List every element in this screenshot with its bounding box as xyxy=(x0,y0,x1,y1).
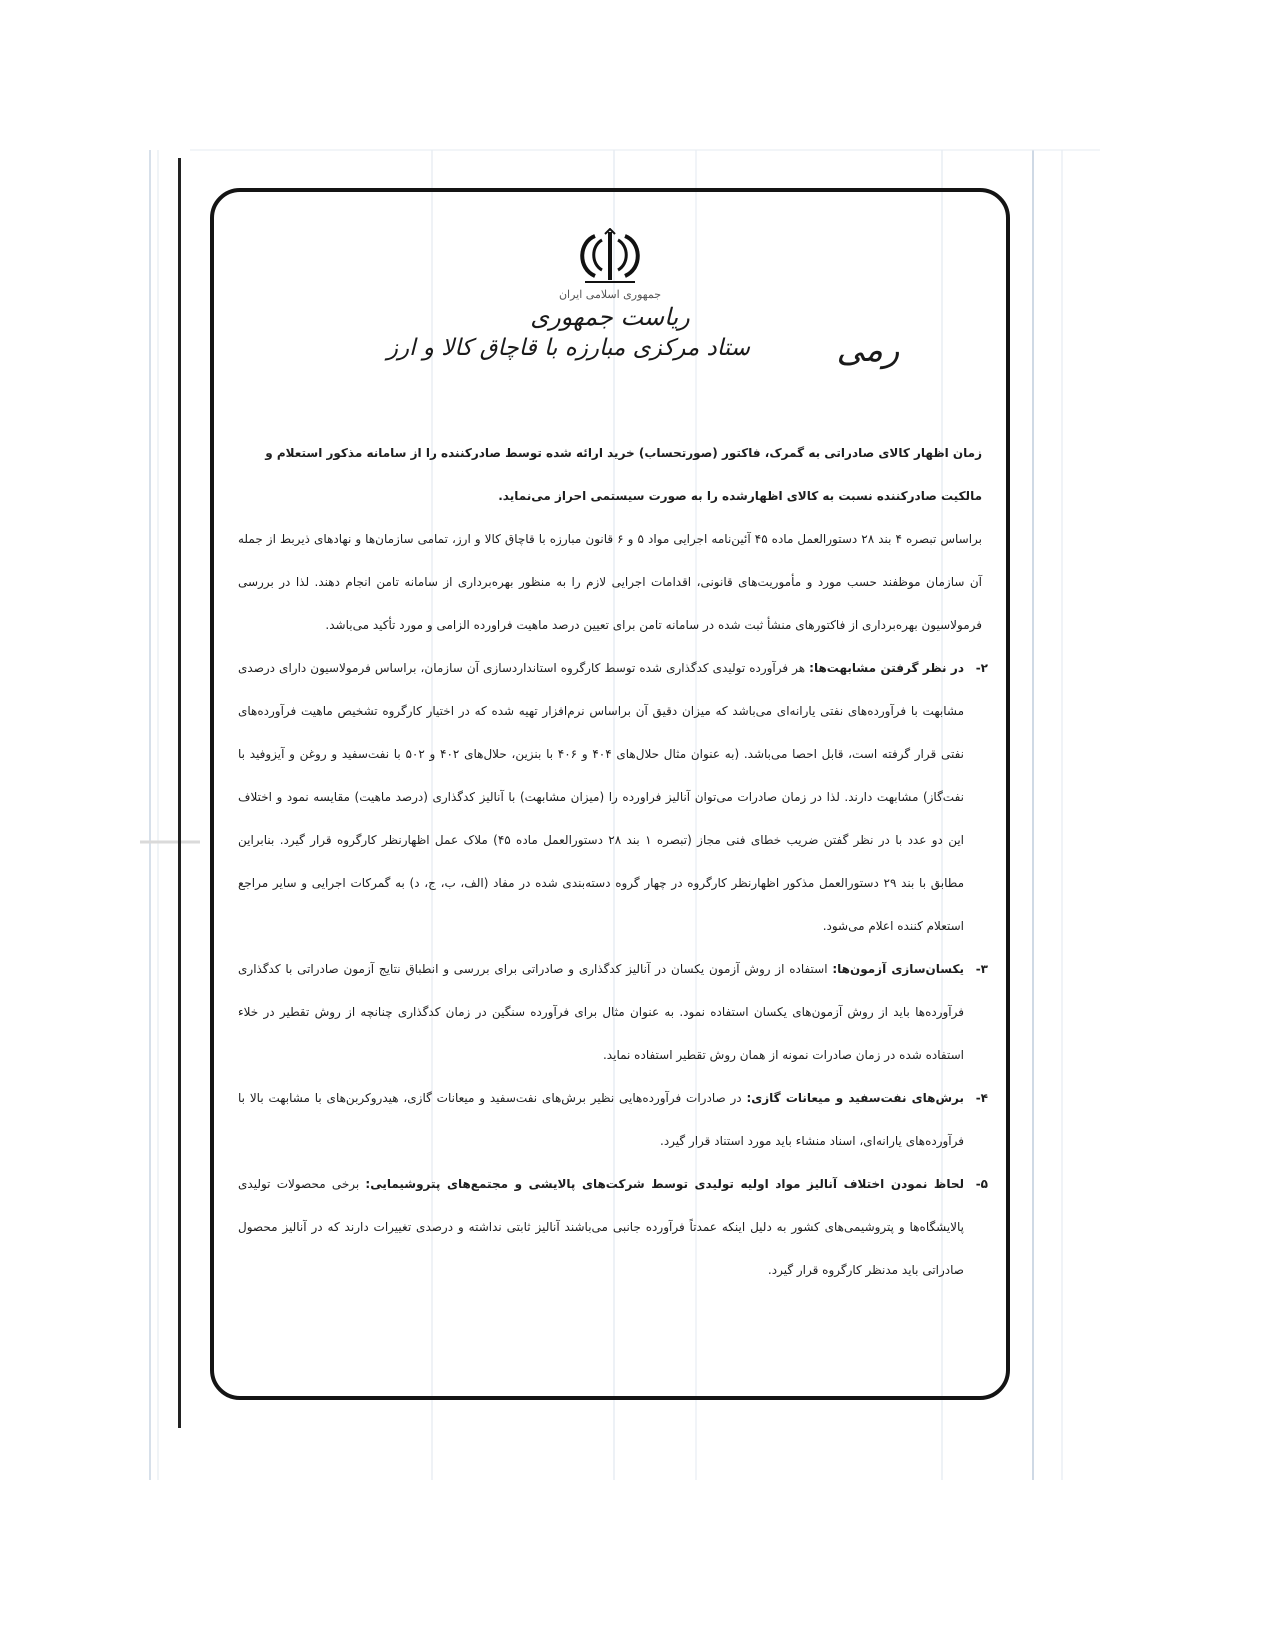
item-number: ۵- xyxy=(975,1177,988,1191)
item-text: هر فرآورده تولیدی کدگذاری شده توسط کارگروه استانداردسازی آن سازمان، براساس فرمولاسیون دارای درصدی مشابهت با فرآورده‌های نفتی یارانه‌ای می‌باشد که میزان دقیق آن براساس نرم‌افزار تهیه شده که در اختیار کارگروه تشخیص ماهیت فرآورده‌های نفتی قرار گرفته است، قابل احصا می‌باشد. (به عنوان مثال حلال‌های ۴۰۴ و ۴۰۶ با بنزین، حلال‌های ۴۰۲ و ۵۰۲ با نفت‌سفید و روغن و آیزوفید با نفت‌گاز) مشابهت دارند. لذا در زمان صادرات می‌توان آنالیز فراورده را (میزان مشابهت) با آنالیز کدگذاری (درصد ماهیت) مقایسه نمود و اختلاف این دو عدد با در نظر گفتن ضریب خطای فنی مجاز (تبصره ۱ بند ۲۸ دستورالعمل ماده ۴۵) ملاک عمل اظهارنظر کارگروه قرار گیرد. بنابراین مطابق با بند ۲۹ دستورالعمل مذکور اظهارنظر کارگروه در چهار گروه دسته‌بندی شده در مفاد (الف، ب، ج، د) به گمرکات اجرایی و سایر مراجع استعلام کننده اعلام می‌شود. xyxy=(238,661,965,933)
classification-mark: رمی xyxy=(836,330,900,370)
list-item xyxy=(238,1077,988,1163)
scan-edge-line xyxy=(178,158,181,1428)
item-number: ۳- xyxy=(975,962,988,976)
presidency-title: ریاست جمهوری xyxy=(530,303,690,331)
document-body xyxy=(238,432,988,1292)
item-text: برخی محصولات تولیدی پالایشگاه‌ها و پتروشیمی‌های کشور به دلیل اینکه عمدتاً فرآورده جانبی می‌باشند آنالیز ثابتی نداشته و درصدی تغییرات دارند که در آنالیز محصول صادراتی باید مدنظر کارگروه قرار گیرد. xyxy=(238,1177,964,1277)
list-item xyxy=(238,948,988,1077)
item-number: ۴- xyxy=(975,1091,988,1105)
headquarters-name: ستاد مرکزی مبارزه با قاچاق کالا و ارز xyxy=(386,335,750,361)
intro-line-1: زمان اظهار کالای صادراتی به گمرک، فاکتور (صورتحساب) خرید ارائه شده توسط صادرکننده را از سامانه مذکور استعلام و xyxy=(265,446,982,460)
letterhead xyxy=(386,228,750,398)
item-text: استفاده از روش آزمون یکسان در آنالیز کدگذاری و صادراتی برای بررسی و انطباق نتایج آزمون صادراتی با کدگذاری فرآورده‌ها باید از روش آزمون‌های یکسان استفاده نمود. به عنوان مثال برای فرآورده سنگین در زمان کدگذاری چنانچه از روش تقطیر در خلاء استفاده شده در زمان صادرات نمونه از همان روش تقطیر استفاده نماید. xyxy=(238,962,964,1062)
list-item xyxy=(238,647,988,948)
item-title: برش‌های نفت‌سفید و میعانات گازی: xyxy=(746,1091,964,1105)
item-title: یکسان‌سازی آزمون‌ها: xyxy=(832,962,964,976)
list-item xyxy=(238,1163,988,1292)
intro-line-2: مالکیت صادرکننده نسبت به کالای اظهارشده را به صورت سیستمی احراز می‌نماید. xyxy=(498,489,982,503)
item-text: در صادرات فرآورده‌هایی نظیر برش‌های نفت‌سفید و میعانات گازی، هیدروکربن‌های با مشابهت بالا با فرآورده‌های یارانه‌ای، اسناد منشاء باید مورد استناد قرار گیرد. xyxy=(238,1091,964,1148)
iran-emblem-icon xyxy=(565,228,655,286)
item-title: لحاظ نمودن اختلاف آنالیز مواد اولیه تولیدی توسط شرکت‌های پالایشی و مجتمع‌های پتروشیمایی: xyxy=(365,1177,965,1191)
item-number: ۲- xyxy=(975,661,988,675)
republic-name: جمهوری اسلامی ایران xyxy=(558,288,662,301)
intro-paragraph: براساس تبصره ۴ بند ۲۸ دستورالعمل ماده ۴۵ آئین‌نامه اجرایی مواد ۵ و ۶ قانون مبارزه با قاچاق کالا و ارز، تمامی سازمان‌ها و نهادهای ذیربط از جمله آن سازمان موظفند حسب مورد و مأموریت‌های قانونی، اقدامات اجرایی لازم را به منظور بهره‌برداری از سامانه تامن انجام دهند. لذا در بررسی فرمولاسیون بهره‌برداری از فاکتورهای منشأ ثبت شده در سامانه تامن برای تعیین درصد ماهیت فراورده الزامی و مورد تأکید می‌باشد. xyxy=(238,532,982,632)
item-title: در نظر گرفتن مشابهت‌ها: xyxy=(809,661,964,675)
